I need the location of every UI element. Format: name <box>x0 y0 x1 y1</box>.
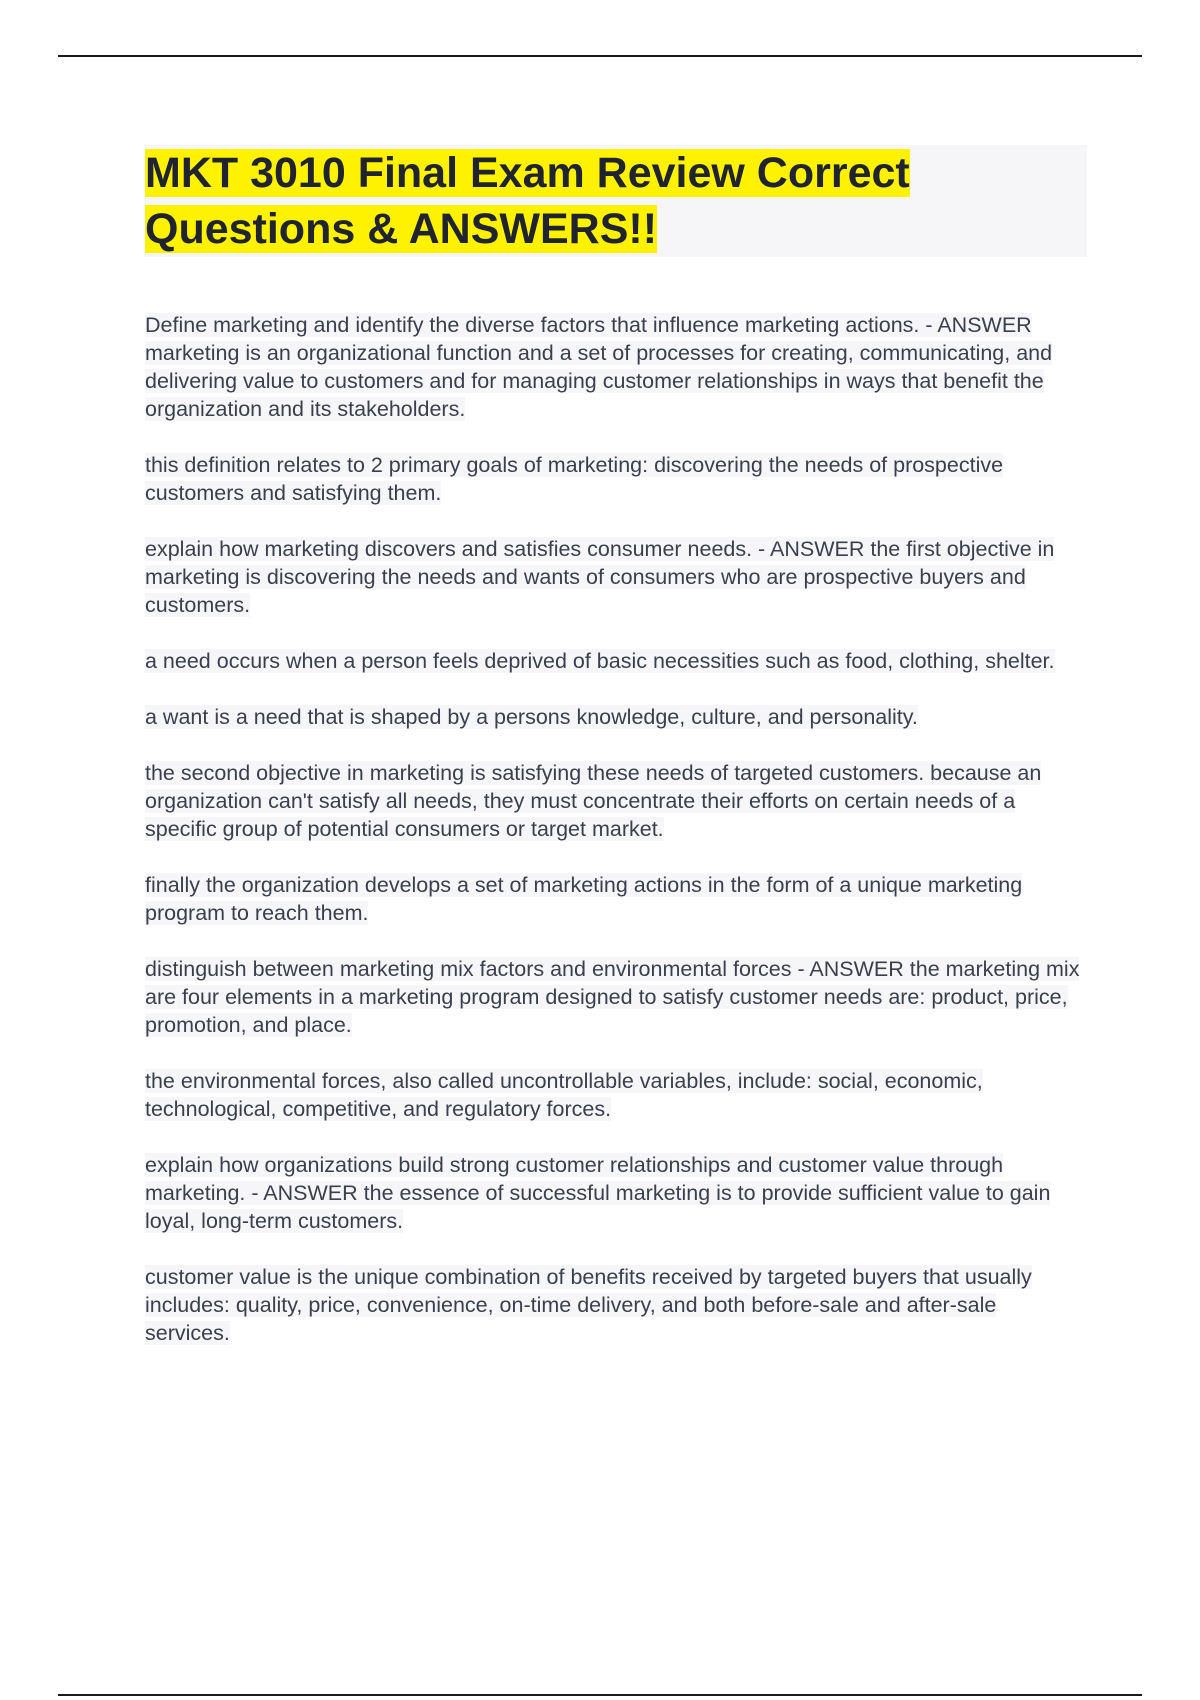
paragraph: customer value is the unique combination of benefits received by targeted buyers that usually includes: quality, price, convenience, on-time delivery, and both before-sale and after-sale services. <box>145 1265 1032 1345</box>
top-rule <box>58 55 1142 57</box>
paragraph: the environmental forces, also called uncontrollable variables, include: social, economic, technological, competitive, and regulatory forces. <box>145 1069 983 1121</box>
paragraph: a want is a need that is shaped by a persons knowledge, culture, and personality. <box>145 705 918 729</box>
paragraph: the second objective in marketing is satisfying these needs of targeted customers. because an organization can't satisfy all needs, they must concentrate their efforts on certain needs of a specific group of potential consumers or target market. <box>145 761 1042 841</box>
document-body <box>145 311 1095 1375</box>
paragraph: distinguish between marketing mix factors and environmental forces - ANSWER the marketing mix are four elements in a marketing program designed to satisfy customer needs are: product, price, promotion, and place. <box>145 957 1080 1037</box>
paragraph: finally the organization develops a set of marketing actions in the form of a unique marketing program to reach them. <box>145 873 1023 925</box>
title-line-1: MKT 3010 Final Exam Review Correct <box>145 149 910 197</box>
page-title <box>145 145 1087 257</box>
bottom-rule <box>58 1694 1142 1696</box>
paragraph: explain how marketing discovers and satisfies consumer needs. - ANSWER the first objective in marketing is discovering the needs and wants of consumers who are prospective buyers and customers. <box>145 537 1055 617</box>
paragraph: explain how organizations build strong customer relationships and customer value through marketing. - ANSWER the essence of successful marketing is to provide sufficient value to gain loyal, long-term customers. <box>145 1153 1051 1233</box>
title-block <box>145 145 1087 257</box>
paragraph: Define marketing and identify the diverse factors that influence marketing actions. - ANSWER marketing is an organizational function and a set of processes for creating, communicating, and delivering value to customers and for managing customer relationships in ways that benefit the organization and its stakeholders. <box>145 313 1053 421</box>
title-line-2: Questions & ANSWERS!! <box>145 205 658 253</box>
paragraph: this definition relates to 2 primary goals of marketing: discovering the needs of prospective customers and satisfying them. <box>145 453 1004 505</box>
paragraph: a need occurs when a person feels deprived of basic necessities such as food, clothing, shelter. <box>145 649 1055 673</box>
